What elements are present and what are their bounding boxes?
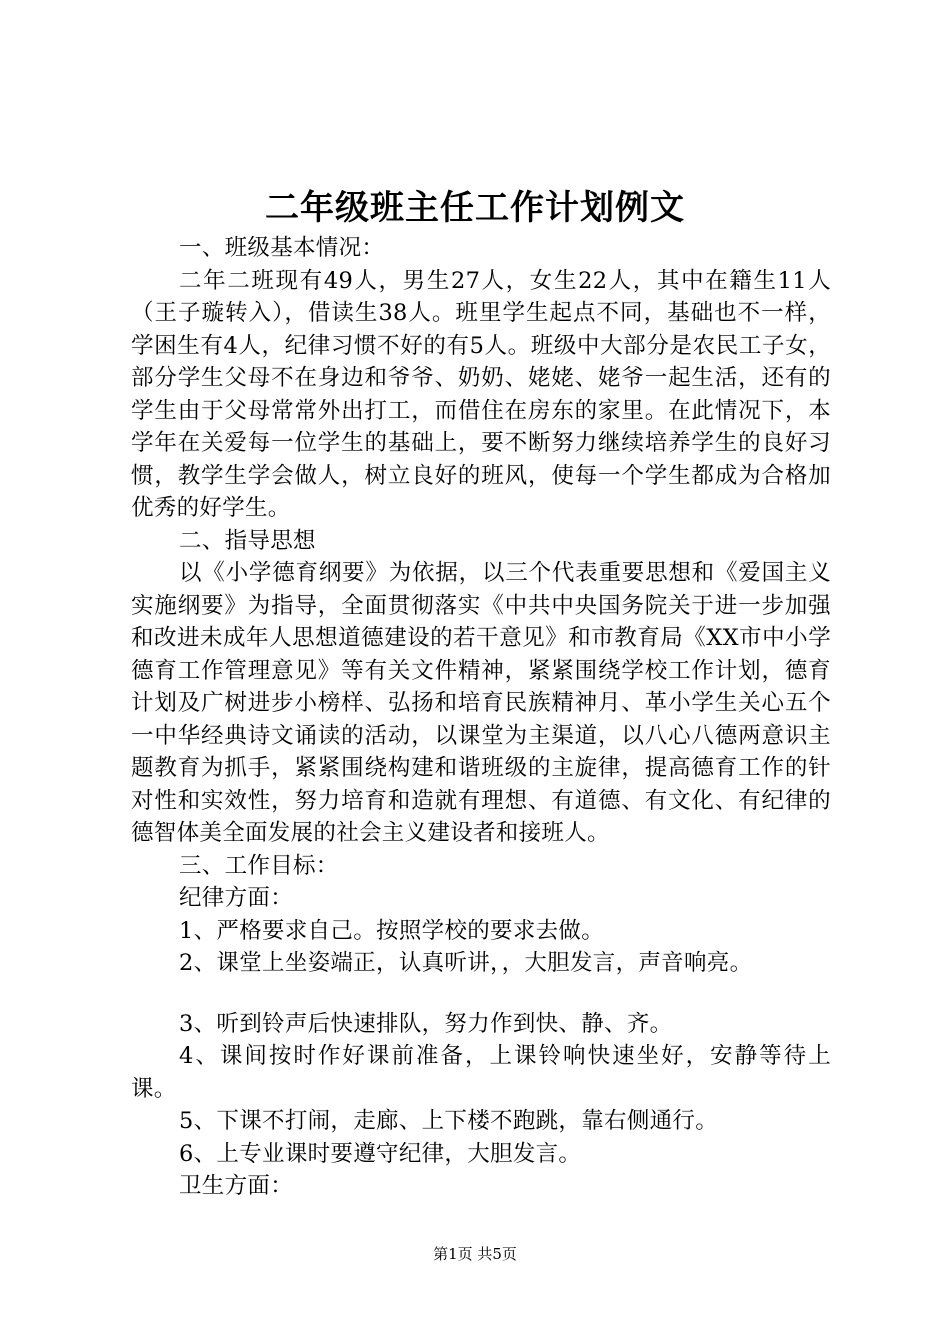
paragraph-guiding-thought: 以《小学德育纲要》为依据，以三个代表重要思想和《爱国主义实施纲要》为指导，全面贯彻落实《中共中央国务院关于进一步加强和改进未成年人思想道德建设的若干意见》和市教育局《XX市中小学德育工作管理意见》等有关文件精神，紧紧围绕学校工作计划，德育计划及广树进步小榜样、弘扬和培育民族精神月、革小学生关心五个一中华经典诗文诵读的活动，以课堂为主渠道，以八心八德两意识主题教育为抓手，紧紧围绕构建和谐班级的主旋律，提高德育工作的针对性和实效性，努力培育和造就有理想、有道德、有文化、有纪律的德智体美全面发展的社会主义建设者和接班人。	[131, 560, 831, 846]
list-item: 4、课间按时作好课前准备，上课铃响快速坐好，安静等待上课。	[131, 1043, 831, 1102]
paragraph-class-info: 二年二班现有49人，男生27人，女生22人，其中在籍生11人（王子璇转入），借读生38人。班里学生起点不同，基础也不一样，学困生有4人，纪律习惯不好的有5人。班级中大部分是农民工子女，部分学生父母不在身边和爷爷、奶奶、姥姥、姥爷一起生活，还有的学生由于父母常常外出打工，而借住在房东的家里。在此情况下，本学年在关爱每一位学生的基础上，要不断努力继续培养学生的良好习惯，教学生学会做人，树立良好的班风，使每一个学生都成为合格加优秀的好学生。	[131, 267, 831, 521]
blank-line	[131, 980, 831, 1008]
list-item: 2、课堂上坐姿端正，认真听讲，，大胆发言，声音响亮。	[179, 950, 753, 976]
subheading-discipline: 纪律方面：	[179, 885, 294, 911]
document-title: 二年级班主任工作计划例文	[265, 188, 685, 228]
list-item: 5、下课不打闹，走廊、上下楼不跑跳，靠右侧通行。	[179, 1108, 719, 1134]
list-item: 1、严格要求自己。按照学校的要求去做。	[179, 917, 605, 944]
section-heading-guiding-thought: 二、指导思想	[179, 527, 316, 554]
section-heading-work-goals: 三、工作目标：	[179, 852, 339, 879]
list-item: 3、听到铃声后快速排队，努力作到快、静、齐。	[179, 1010, 673, 1037]
subheading-hygiene: 卫生方面：	[179, 1173, 294, 1199]
page-number-footer: 第1页 共5页	[433, 1245, 517, 1263]
list-item: 6、上专业课时要遵守纪律，大胆发言。	[179, 1140, 582, 1167]
document-body	[131, 232, 831, 1203]
section-heading-class-info: 一、班级基本情况：	[179, 235, 385, 261]
